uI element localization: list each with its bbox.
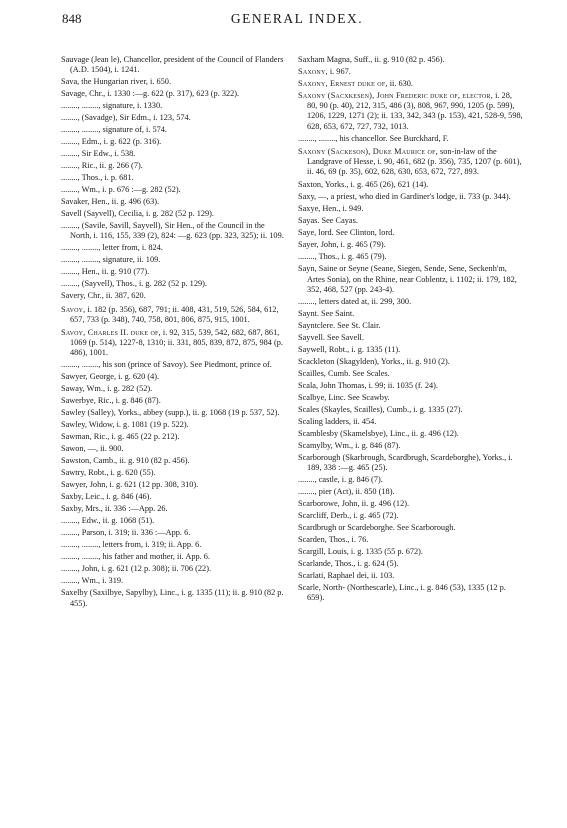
- index-entry: Scarlande, Thos., i. g. 624 (5).: [298, 559, 399, 569]
- index-entry: ........, Ric., ii. g. 266 (7).: [61, 161, 143, 171]
- index-entry: Scarborowe, John, ii. g. 496 (12).: [298, 499, 410, 509]
- index-entry: ........, Edm., i. g. 622 (p. 316).: [61, 137, 162, 147]
- index-entry: ........, ........, signature of, i. 574.: [61, 125, 168, 135]
- index-entry: Sauvage (Jean le), Chancellor, president of the Council of Flanders (A.D. 1504), i. 1241.: [61, 55, 284, 75]
- page-number: 848: [62, 11, 82, 26]
- index-entry: Saywell, Robt., i. g. 1335 (11).: [298, 344, 401, 354]
- index-entry: Saxy, —, a priest, who died in Gardiner's lodge, ii. 733 (p. 344).: [298, 192, 511, 202]
- index-entry: Sawyer, George, i. g. 620 (4).: [61, 372, 160, 382]
- index-entry: Scalbye, Linc. See Scawby.: [298, 392, 390, 402]
- index-entry: Saxelby (Saxilbye, Sapylby), Linc., i. g. 1335 (11); ii. g. 910 (82 p. 455).: [61, 588, 284, 608]
- index-entry: ........, Thos., i. p. 681.: [61, 173, 134, 183]
- index-entry: Scarle, North- (Northescarle), Linc., i. g. 846 (53), 1335 (12 p. 659).: [298, 583, 506, 603]
- index-entry: ........, Hen., ii. g. 910 (77).: [61, 267, 150, 277]
- index-column-right: [298, 55, 523, 605]
- index-entry: Sawyer, John, i. g. 621 (12 pp. 308, 310).: [61, 480, 199, 490]
- index-entry: Saynt. See Saint.: [298, 308, 355, 318]
- index-entry: Sayn, Saine or Seyne (Seane, Siegen, Sende, Sene, Seckenh'm, Artes Sonia), on the Rhine, near Coblentz, i. 1102; ii. 179, 182, 352, 468, 527 (pp. 243-4).: [298, 264, 517, 294]
- index-entry: Saxby, Mrs., ii. 336 :—App. 26.: [61, 504, 168, 514]
- index-entry: ........, John, i. g. 621 (12 p. 308); ii. 706 (22).: [61, 564, 212, 574]
- index-entry: ........, ........, his father and mother, ii. App. 6.: [61, 552, 210, 562]
- index-entry: Sava, the Hungarian river, i. 650.: [61, 77, 172, 87]
- index-entry: ........, Edw., ii. g. 1068 (51).: [61, 516, 155, 526]
- index-entry: ........, ........, letters from, i. 319; ii. App. 6.: [61, 540, 202, 550]
- index-entry: ........, Sir Edw., i. 538.: [61, 149, 136, 159]
- index-entry: Sayas. See Cayas.: [298, 216, 358, 226]
- index-entry: Scackleton (Skagylden), Yorks., ii. g. 910 (2).: [298, 356, 450, 366]
- index-entry: Scamblesby (Skamelsbye), Linc., ii. g. 496 (12).: [298, 428, 459, 438]
- index-entry: ........, pier (Act), ii. 850 (18).: [298, 487, 395, 497]
- index-entry: ........, ........, signature, ii. 109.: [61, 255, 161, 265]
- index-entry: Sayvell. See Savell.: [298, 332, 364, 342]
- index-entry: ........, ........, letter from, i. 824.: [61, 243, 163, 253]
- index-entry: Scarlati, Raphael dei, ii. 103.: [298, 571, 395, 581]
- index-entry: Saxony (Sacxkesen), John Frederic duke of, elector, i. 28, 80, 90 (p. 40), 212, 315, 486 (3), 808, 967, 990, 1205 (p. 599), 1206, 1229, 1271 (2); ii. 133, 342, 343 (p. 153), 421, 528-9, 598, 628, 653, 672, 727, 732, 1013.: [298, 91, 523, 131]
- index-entry: Savaker, Hen., ii. g. 496 (63).: [61, 197, 160, 207]
- index-entry: Scarcliff, Derb., i. g. 465 (72).: [298, 511, 399, 521]
- index-entry: ........, castle, i. g. 846 (7).: [298, 475, 383, 485]
- index-entry: Scardbrugh or Scardeborghe. See Scarborough.: [298, 523, 456, 533]
- index-entry: ........, (Savile, Savill, Sayvell), Sir Hen., of the Council in the North, i. 116, 155, 339 (2), 824: —g. 623 (pp. 323, 325); ii. 109.: [61, 221, 284, 241]
- index-column-left: [61, 55, 286, 611]
- index-entry: Saxony (Sackeson), Duke Maurice of, son-in-law of the Landgrave of Hesse, i. 90, 461, 682 (p. 356), 735, 1207 (p. 601), ii. 46, 69 (p. 35), 602, 628, 630, 653, 672, 727, 893.: [298, 146, 522, 177]
- index-entry: ........, Wm., i. 319.: [61, 576, 124, 586]
- index-entry: ........, (Sayvell), Thos., i. g. 282 (52 p. 129).: [61, 279, 207, 289]
- index-entry: Scailles, Cumb. See Scales.: [298, 368, 390, 378]
- index-entry: Sawley (Salley), Yorks., abbey (supp.), ii. g. 1068 (19 p. 537, 52).: [61, 408, 280, 418]
- index-entry: Sayntclere. See St. Clair.: [298, 320, 381, 330]
- index-entry: ........, Wm., i. p. 676 :—g. 282 (52).: [61, 185, 181, 195]
- index-entry: Saxye, Hen., i. 949.: [298, 204, 364, 214]
- index-entry: Saxony, Ernest duke of, ii. 630.: [298, 79, 414, 88]
- index-entry: Scala, John Thomas, i. 99; ii. 1035 (f. 24).: [298, 380, 438, 390]
- index-entry: Sawman, Ric., i. g. 465 (22 p. 212).: [61, 432, 180, 442]
- index-entry: Saxham Magna, Suff., ii. g. 910 (82 p. 456).: [298, 55, 445, 64]
- index-entry: Scamylby, Wm., i. g. 846 (87).: [298, 440, 401, 450]
- index-entry: ........, Thos., i. g. 465 (79).: [298, 252, 387, 262]
- index-entry: Savell (Sayvell), Cecilia, i. g. 282 (52 p. 129).: [61, 209, 215, 219]
- index-entry: Sayer, John, i. g. 465 (79).: [298, 240, 386, 250]
- index-entry: ........, ........, signature, i. 1330.: [61, 101, 163, 111]
- index-entry: Savoy, Charles II. duke of, i. 92, 315, 539, 542, 682, 687, 861, 1069 (p. 514), 1227-8, 1310; ii. 331, 805, 839, 872, 875, 984 (p. 486), 1001.: [61, 328, 283, 358]
- index-entry: ........, ........, his chancellor. See Burckhard, F.: [298, 133, 449, 143]
- index-entry: Saxony, i. 967.: [298, 67, 351, 76]
- index-entry: Scales (Skayles, Scailles), Cumb., i. g. 1335 (27).: [298, 404, 463, 414]
- index-entry: ........, letters dated at, ii. 299, 300.: [298, 296, 412, 306]
- index-entry: Scarden, Thos., i. 76.: [298, 535, 369, 545]
- index-entry: Sawston, Camb., ii. g. 910 (82 p. 456).: [61, 456, 190, 466]
- index-entry: Sawtry, Robt., i. g. 620 (55).: [61, 468, 156, 478]
- index-entry: Sawley, Widow, i. g. 1081 (19 p. 522).: [61, 420, 189, 430]
- index-entry: Sawon, —, ii. 900.: [61, 444, 124, 454]
- index-entry: Scargill, Louis, i. g. 1335 (55 p. 672).: [298, 547, 423, 557]
- page-header: [62, 11, 532, 29]
- index-entry: ........, Parson, i. 319; ii. 336 :—App. 6.: [61, 528, 191, 538]
- index-entry: Saway, Wm., i. g. 282 (52).: [61, 384, 153, 394]
- running-head: GENERAL INDEX.: [230, 11, 364, 26]
- index-entry: Savoy, i. 182 (p. 356), 687, 791; ii. 408, 431, 519, 526, 584, 612, 657, 733 (p. 348), 740, 758, 801, 806, 875, 915, 1001.: [61, 304, 279, 324]
- index-entry: Saye, lord. See Clinton, lord.: [298, 228, 395, 238]
- index-entry: ........, (Savadge), Sir Edm., i. 123, 574.: [61, 113, 191, 123]
- index-entry: Scaling ladders, ii. 454.: [298, 416, 377, 426]
- index-entry: ........, ........, his son (prince of Savoy). See Piedmont, prince of.: [61, 360, 272, 370]
- index-entry: Savage, Chr., i. 1330 :—g. 622 (p. 317), 623 (p. 322).: [61, 89, 240, 99]
- index-entry: Saxby, Leic., i. g. 846 (46).: [61, 492, 152, 502]
- index-entry: Savery, Chr., ii. 387, 620.: [61, 291, 146, 301]
- index-entry: Saxton, Yorks., i. g. 465 (26), 621 (14).: [298, 180, 429, 190]
- index-entry: Scarborough (Skarbrough, Scardbrugh, Scardeborghe), Yorks., i. 189, 338 :—g. 465 (25).: [298, 452, 513, 473]
- index-entry: Sawerbye, Ric., i. g. 846 (87).: [61, 396, 161, 406]
